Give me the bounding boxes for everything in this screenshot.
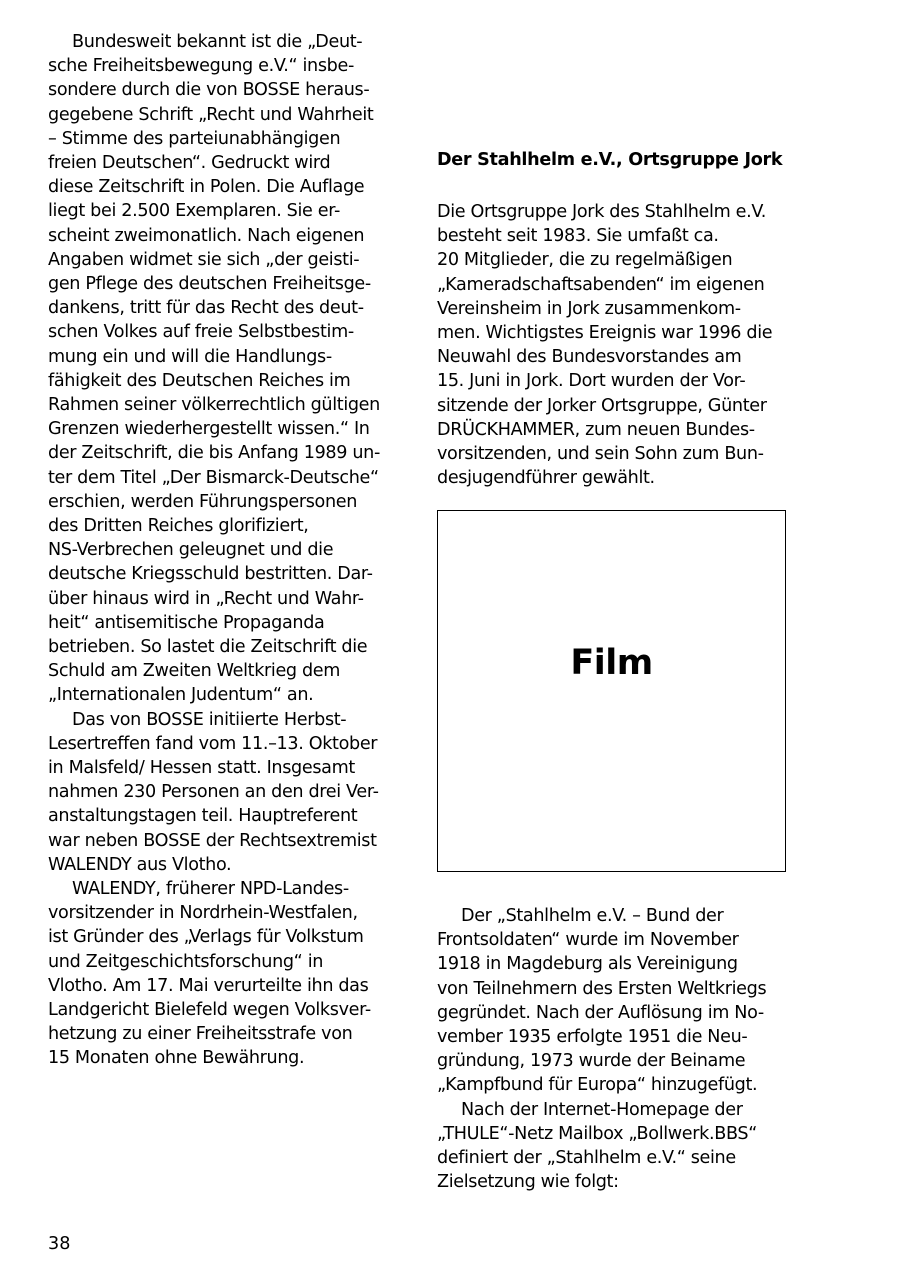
text-line: DRÜCKHAMMER, zum neuen Bundes- <box>437 419 755 440</box>
text-line: erschien, werden Führungspersonen <box>48 491 358 512</box>
text-line: 20 Mitglieder, die zu regelmäßigen <box>437 250 733 271</box>
text-line: Der „Stahlhelm e.V. – Bund der <box>461 906 724 926</box>
text-line: „Kampfbund für Europa“ hinzugefügt. <box>437 1075 758 1096</box>
text-line: in Malsfeld/ Hessen statt. Insgesamt <box>48 758 355 778</box>
text-line: nahmen 230 Personen an den drei Ver- <box>48 782 379 803</box>
text-line: war neben BOSSE der Rechtsextremist <box>48 830 377 851</box>
text-line: dankens, tritt für das Recht des deut- <box>48 298 364 319</box>
text-line: WALENDY, früherer NPD-Landes- <box>72 879 349 899</box>
text-line: Grenzen wiederhergestellt wissen.“ In <box>48 419 370 440</box>
text-line: der Zeitschrift, die bis Anfang 1989 un- <box>48 443 380 464</box>
text-line: mung ein und will die Handlungs- <box>48 346 332 367</box>
text-line: Vereinsheim in Jork zusammenkom- <box>437 298 741 319</box>
text-line: Schuld am Zweiten Weltkrieg dem <box>48 661 341 682</box>
text-line: Angaben widmet sie sich „der geisti- <box>48 249 360 270</box>
film-placeholder-box <box>437 510 786 872</box>
text-line: men. Wichtigstes Ereignis war 1996 die <box>437 323 773 343</box>
text-line: 1918 in Magdeburg als Vereinigung <box>437 954 738 975</box>
text-line: gegründet. Nach der Auflösung im No- <box>437 1002 764 1023</box>
text-line: vorsitzenden, und sein Sohn zum Bun- <box>437 444 764 464</box>
text-line: fähigkeit des Deutschen Reiches im <box>48 370 351 391</box>
text-line: gründung, 1973 wurde der Beiname <box>437 1051 746 1072</box>
text-line: Vlotho. Am 17. Mai verurteilte ihn das <box>48 975 369 996</box>
text-line: 15. Juni in Jork. Dort wurden der Vor- <box>437 371 746 392</box>
text-line: sondere durch die von BOSSE heraus- <box>48 80 370 101</box>
section-heading: Der Stahlhelm e.V., Ortsgruppe Jork <box>437 150 783 170</box>
text-line: anstaltungstagen teil. Hauptreferent <box>48 806 358 827</box>
text-line: NS-Verbrechen geleugnet und die <box>48 540 334 561</box>
text-line: von Teilnehmern des Ersten Weltkriegs <box>437 978 767 999</box>
text-line: und Zeitgeschichtsforschung“ in <box>48 951 324 972</box>
text-line: heit“ antisemitische Propaganda <box>48 612 325 633</box>
text-line: gen Pflege des deutschen Freiheitsge- <box>48 274 371 294</box>
text-line: Rahmen seiner völkerrechtlich gültigen <box>48 395 380 415</box>
text-line: Frontsoldaten“ wurde im November <box>437 930 739 951</box>
text-line: über hinaus wird in „Recht und Wahr- <box>48 588 364 609</box>
text-line: vorsitzender in Nordrhein-Westfalen, <box>48 903 358 924</box>
text-line: Neuwahl des Bundesvorstandes am <box>437 347 742 368</box>
text-line: definiert der „Stahlhelm e.V.“ seine <box>437 1148 736 1168</box>
text-line: „Internationalen Judentum“ an. <box>48 685 314 706</box>
text-line: – Stimme des parteiunabhängigen <box>48 128 341 149</box>
text-line: hetzung zu einer Freiheitsstrafe von <box>48 1024 353 1045</box>
text-line: gegebene Schrift „Recht und Wahrheit <box>48 104 374 125</box>
text-line: betrieben. So lastet die Zeitschrift die <box>48 637 368 657</box>
text-line: ist Gründer des „Verlags für Volkstum <box>48 927 364 948</box>
text-line: Lesertreffen fand vom 11.–13. Oktober <box>48 733 378 754</box>
text-line: Das von BOSSE initiierte Herbst- <box>72 709 347 730</box>
text-line: besteht seit 1983. Sie umfaßt ca. <box>437 226 719 247</box>
text-line: desjugendführer gewählt. <box>437 468 655 489</box>
text-line: liegt bei 2.500 Exemplaren. Sie er- <box>48 201 340 222</box>
text-line: vember 1935 erfolgte 1951 die Neu- <box>437 1027 748 1047</box>
text-line: WALENDY aus Vlotho. <box>48 854 232 875</box>
text-line: Zielsetzung wie folgt: <box>437 1172 619 1193</box>
text-line: Nach der Internet-Homepage der <box>461 1099 743 1120</box>
text-line: „THULE“-Netz Mailbox „Bollwerk.BBS“ <box>437 1123 757 1144</box>
text-line: 15 Monaten ohne Bewährung. <box>48 1048 305 1069</box>
text-line: sche Freiheitsbewegung e.V.“ insbe- <box>48 56 354 77</box>
text-line: Die Ortsgruppe Jork des Stahlhelm e.V. <box>437 202 766 222</box>
text-line: schen Volkes auf freie Selbstbestim- <box>48 322 354 343</box>
film-label: Film <box>570 643 653 683</box>
page-number: 38 <box>48 1234 71 1254</box>
text-line: freien Deutschen“. Gedruckt wird <box>48 153 331 173</box>
text-line: ter dem Titel „Der Bismarck-Deutsche“ <box>48 467 379 488</box>
text-line: diese Zeitschrift in Polen. Die Auflage <box>48 177 365 198</box>
text-line: Bundesweit bekannt ist die „Deut- <box>72 32 363 52</box>
text-line: deutsche Kriegsschuld bestritten. Dar- <box>48 564 373 585</box>
text-line: des Dritten Reiches glorifiziert, <box>48 516 309 536</box>
text-line: Landgericht Bielefeld wegen Volksver- <box>48 1000 371 1020</box>
text-line: „Kameradschaftsabenden“ im eigenen <box>437 274 765 295</box>
text-line: sitzende der Jorker Ortsgruppe, Günter <box>437 395 767 416</box>
text-line: scheint zweimonatlich. Nach eigenen <box>48 225 365 246</box>
